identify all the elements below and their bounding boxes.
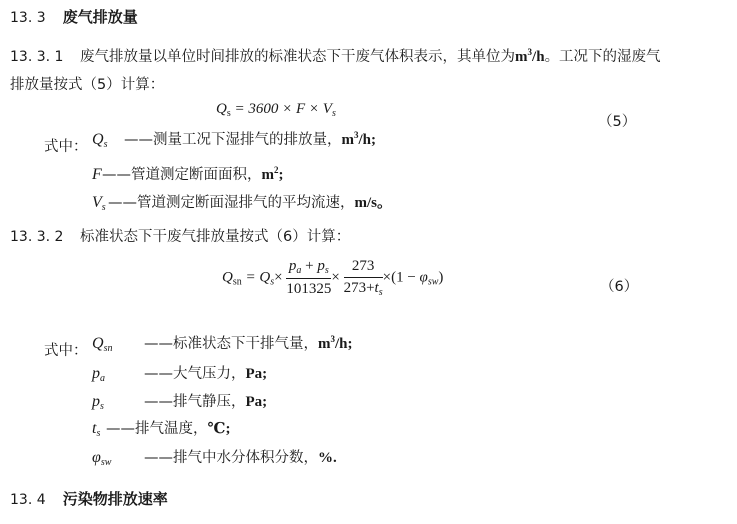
- where-item: $p_a$ ——大气压力，Pa;: [92, 365, 268, 384]
- paragraph-13-3-1-line1: [10, 45, 661, 66]
- paragraph-text: 废气排放量以单位时间排放的标准状态下干废气体积表示，其单位为: [80, 49, 516, 65]
- equation-5: $Q_s = 3600 \times F \times V_s$: [216, 101, 336, 119]
- section-number: 13. 3: [10, 10, 46, 26]
- clause-number: 13. 3. 2: [10, 229, 64, 245]
- where-prefix-6: 式中：: [44, 343, 88, 359]
- equation-number-6: （6）: [600, 279, 639, 295]
- section-title: 污染物排放速率: [62, 490, 168, 508]
- clause-number: 13. 3. 1: [10, 49, 64, 65]
- section-title: 废气排放量: [62, 8, 138, 26]
- where-item: $\varphi_{sw}$ ——排气中水分体积分数，%.: [92, 449, 337, 468]
- where-item: $V_s$ ——管道测定断面湿排气的平均流速，m/s。: [92, 194, 393, 213]
- where-item: $t_s$ ——排气温度，℃;: [92, 420, 231, 439]
- paragraph-text: 标准状态下干废气排放量按式（6）计算：: [80, 229, 351, 245]
- equation-number-5: （5）: [598, 114, 637, 130]
- section-heading-13-4: [10, 488, 168, 509]
- where-prefix-5: 式中：: [44, 139, 88, 155]
- fraction-temperature: $\frac{273}{273+t_s}$: [343, 258, 383, 298]
- section-number: 13. 4: [10, 492, 46, 508]
- where-item: $Q_s$ ——测量工况下湿排气的排放量，$m^3/h$;: [92, 130, 377, 150]
- paragraph-13-3-1-line2: 排放量按式（5）计算：: [10, 77, 165, 93]
- paragraph-13-3-2: [10, 225, 350, 246]
- section-heading-13-3: [10, 6, 138, 27]
- paragraph-text-tail: 。工况下的湿废气: [544, 49, 661, 65]
- equation-6: $Q_{sn} = Q_s\times$ $\frac{p_a + p_s}{101325}$ × $\frac{273}{273+t_s}$ $\times(1 - \varphi_{sw})$: [222, 258, 444, 298]
- unit: $m^3/h$: [515, 47, 545, 65]
- where-item: $Q_{sn}$ ——标准状态下干排气量，$m^3/h$;: [92, 334, 353, 354]
- where-item: $p_s$ ——排气静压，Pa;: [92, 393, 268, 412]
- fraction-pressure: $\frac{p_a + p_s}{101325}$: [286, 258, 332, 297]
- where-item: F——管道测定断面面积，$m^2$;: [92, 165, 284, 183]
